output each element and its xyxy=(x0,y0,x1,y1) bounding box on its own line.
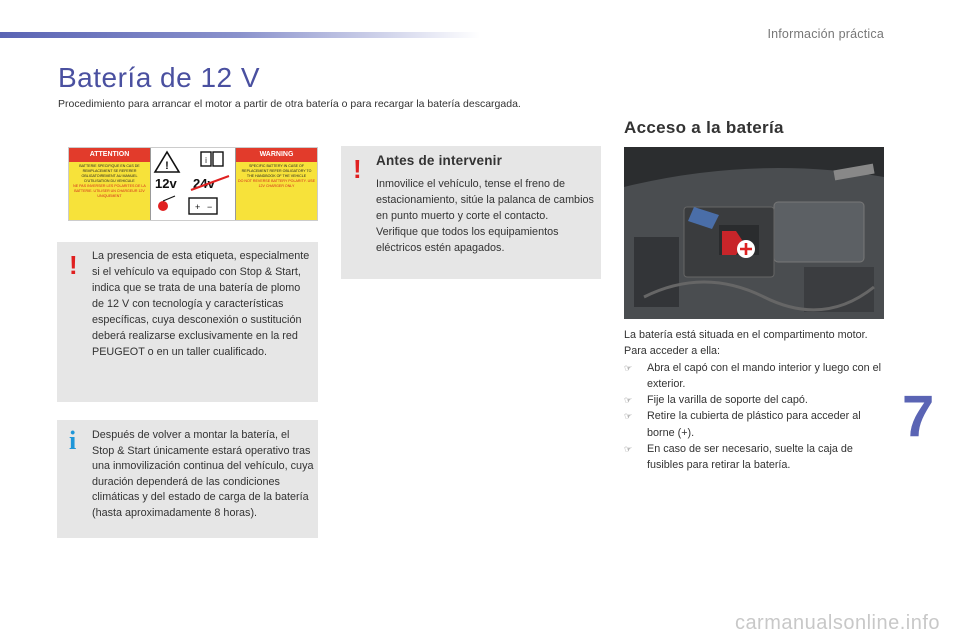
stop-start-info-box xyxy=(57,420,318,538)
page-subtitle: Procedimiento para arrancar el motor a partir de otra batería o para recargar la batería descargada. xyxy=(58,98,521,110)
list-item: ☞ En caso de ser necesario, suelte la caja de fusibles para retirar la batería. xyxy=(624,443,853,472)
label-attention-column xyxy=(69,148,150,220)
info-icon: i xyxy=(69,426,77,455)
svg-text:!: ! xyxy=(165,160,169,172)
watermark: carmanualsonline.info xyxy=(734,612,940,634)
label-24v: 24v xyxy=(193,176,215,191)
section-label: Información práctica xyxy=(767,27,884,41)
access-intro-1: La batería está situada en el compartimento motor. xyxy=(624,329,868,341)
hand-pointer-icon: ☞ xyxy=(624,411,633,422)
list-item: ☞ Fije la varilla de soporte del capó. xyxy=(624,392,886,408)
label-warning-text-2: DO NOT REVERSE BATTERY POLARITY. USE 12V CHARGER ONLY xyxy=(238,179,315,188)
header-gradient-bar xyxy=(0,32,480,38)
stop-start-info-text: Después de volver a montar la batería, el Stop & Start únicamente estará operativo tras una inmovilización continua del vehículo, cuya duración dependerá de las condiciones climáticas y del estado de carga de la batería (hasta aproximadamente 8 horas). xyxy=(92,429,314,519)
battery-pictogram-icon xyxy=(151,148,235,220)
label-attention-title: ATTENTION xyxy=(69,148,150,162)
svg-text:+: + xyxy=(195,202,201,212)
warning-exclamation-icon: ! xyxy=(353,154,362,184)
svg-text:−: − xyxy=(207,202,213,212)
label-pictogram xyxy=(150,148,236,220)
warning-exclamation-icon: ! xyxy=(69,250,78,280)
page-title: Batería de 12 V xyxy=(58,62,261,93)
list-item: ☞ Retire la cubierta de plástico para acceder al borne (+). xyxy=(624,410,861,439)
engine-compartment-photo xyxy=(624,147,884,319)
hand-pointer-icon: ☞ xyxy=(624,362,633,373)
label-warning-title: WARNING xyxy=(236,148,317,162)
chapter-number: 7 xyxy=(902,384,935,449)
battery-warning-label-image xyxy=(68,147,318,221)
before-intervening-box xyxy=(341,146,601,279)
access-intro-2: Para acceder a ella: xyxy=(624,345,721,358)
label-warning-column xyxy=(236,148,317,220)
hand-pointer-icon: ☞ xyxy=(624,444,633,455)
battery-access-heading: Acceso a la batería xyxy=(624,118,784,137)
before-intervening-text-1: Inmovilice el vehículo, tense el freno de estacionamiento, sitúe la palanca de cambios en punto muerto y corte el contacto. xyxy=(376,178,594,222)
label-12v: 12v xyxy=(155,176,177,191)
label-attention-text-2: NE PAS INVERSER LES POLARITES DE LA BATTERIE. UTILISER UN CHARGEUR 12V UNIQUEMENT xyxy=(73,184,146,198)
before-intervening-heading: Antes de intervenir xyxy=(376,153,503,168)
before-intervening-text-2: Verifique que todos los equipamientos eléctricos estén apagados. xyxy=(376,226,559,254)
hand-pointer-icon: ☞ xyxy=(624,395,633,406)
stop-start-warning-box xyxy=(57,242,318,402)
stop-start-warning-text: La presencia de esta etiqueta, especialmente si el vehículo va equipado con Stop & Start, indica que se trata de una batería de plomo de 12 V con tecnología y características específicas, cuya desconexión o sustitución deberá realizarse exclusivamente en la red PEUGEOT o en un taller cualificado. xyxy=(92,250,310,358)
label-warning-text-1: SPECIFIC BATTERY IN CASE OF REPLACEMENT REFER OBLIGATORY TO THE HANDBOOK OF THE VEHICLE xyxy=(241,164,312,178)
engine-bay-illustration xyxy=(624,147,884,319)
battery-access-instructions xyxy=(624,327,886,474)
svg-text:i: i xyxy=(205,156,207,165)
label-attention-text-1: BATTERIE SPECIFIQUE EN CAS DE REMPLACEMENT SE REFERER OBLIGATOIREMENT AU MANUEL D'UTILISATION DU VEHICULE xyxy=(79,164,140,183)
access-steps-list xyxy=(624,360,886,474)
list-item: ☞ Abra el capó con el mando interior y luego con el exterior. xyxy=(624,361,882,390)
